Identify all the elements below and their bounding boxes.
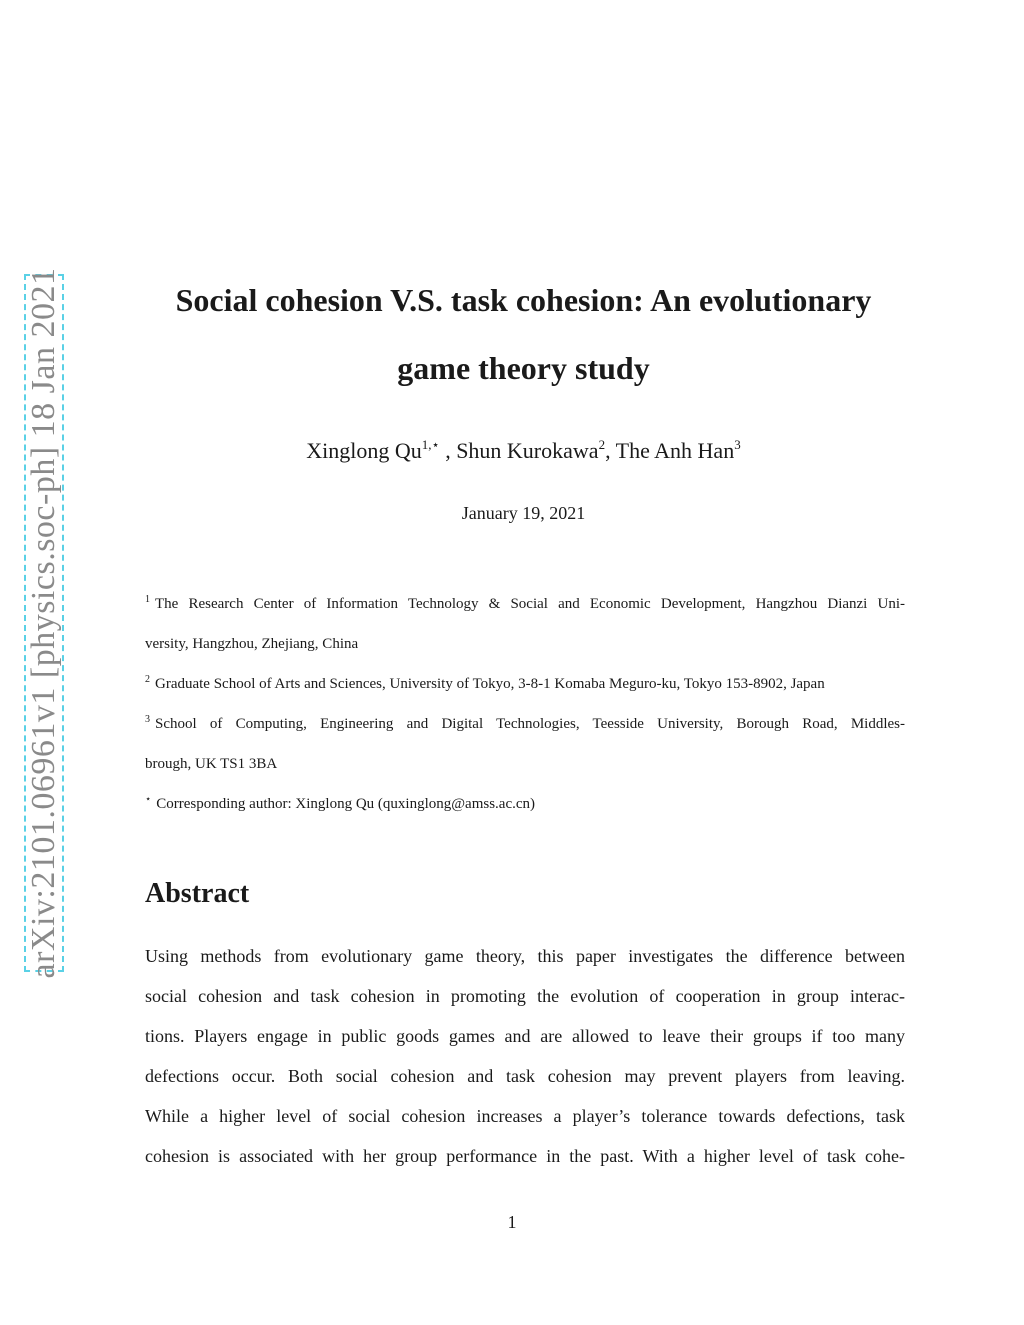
abstract-line: tions. Players engage in public goods games and are allowed to leave their groups if too many [145,1026,905,1046]
affiliation-2 [145,676,825,693]
abstract-line: social cohesion and task cohesion in promoting the evolution of cooperation in group interac- [145,986,905,1006]
affiliation-mark: 2 [145,674,150,685]
author-name: , The Anh Han [605,438,735,463]
affiliation-text: The Research Center of Information Technology & Social and Economic Development, Hangzhou Dianzi Uni- [155,596,905,612]
abstract-heading: Abstract [145,878,250,909]
affiliation-1-line-2: versity, Hangzhou, Zhejiang, China [145,636,359,652]
paper-title-line-2: game theory study [397,350,650,386]
author-affiliation-mark: 3 [734,437,741,452]
affiliation-text: School of Computing, Engineering and Digital Technologies, Teesside University, Borough Road, Middles- [155,716,905,732]
paper-title-line-1: Social cohesion V.S. task cohesion: An evolutionary [175,282,872,318]
affiliation-text: Graduate School of Arts and Sciences, University of Tokyo, 3-8-1 Komaba Meguro-ku, Tokyo 153-8902, Japan [155,676,825,692]
author-list [145,438,902,464]
abstract-line: defections occur. Both social cohesion and task cohesion may prevent players from leaving. [145,1066,905,1086]
author-name: Xinglong Qu [306,438,422,463]
abstract-line: cohesion is associated with her group performance in the past. With a higher level of task cohe- [145,1146,905,1166]
abstract-line: Using methods from evolutionary game theory, this paper investigates the difference between [145,946,905,966]
affiliation-3-line-2: brough, UK TS1 3BA [145,756,278,772]
abstract-line: While a higher level of social cohesion increases a player’s tolerance towards defections, task [145,1106,905,1126]
arxiv-identifier-stamp [24,267,64,979]
corresponding-mark: ⋆ [145,794,152,805]
publication-date: January 19, 2021 [461,503,586,523]
author-name: , Shun Kurokawa [445,438,599,463]
affiliation-3-line-1 [145,716,905,733]
page-number: 1 [507,1212,517,1232]
affiliation-1-line-1 [145,596,905,613]
arxiv-identifier: arXiv:2101.06961v1 [physics.soc-ph] 18 Jan 2021 [25,267,62,979]
affiliation-mark: 3 [145,714,150,725]
affiliation-mark: 1 [145,594,150,605]
corresponding-author-text: Corresponding author: Xinglong Qu (quxinglong@amss.ac.cn) [156,796,536,812]
author-affiliation-mark: 1,⋆ [421,437,440,452]
corresponding-author [145,796,535,813]
author-affiliation-mark: 2 [598,437,606,452]
